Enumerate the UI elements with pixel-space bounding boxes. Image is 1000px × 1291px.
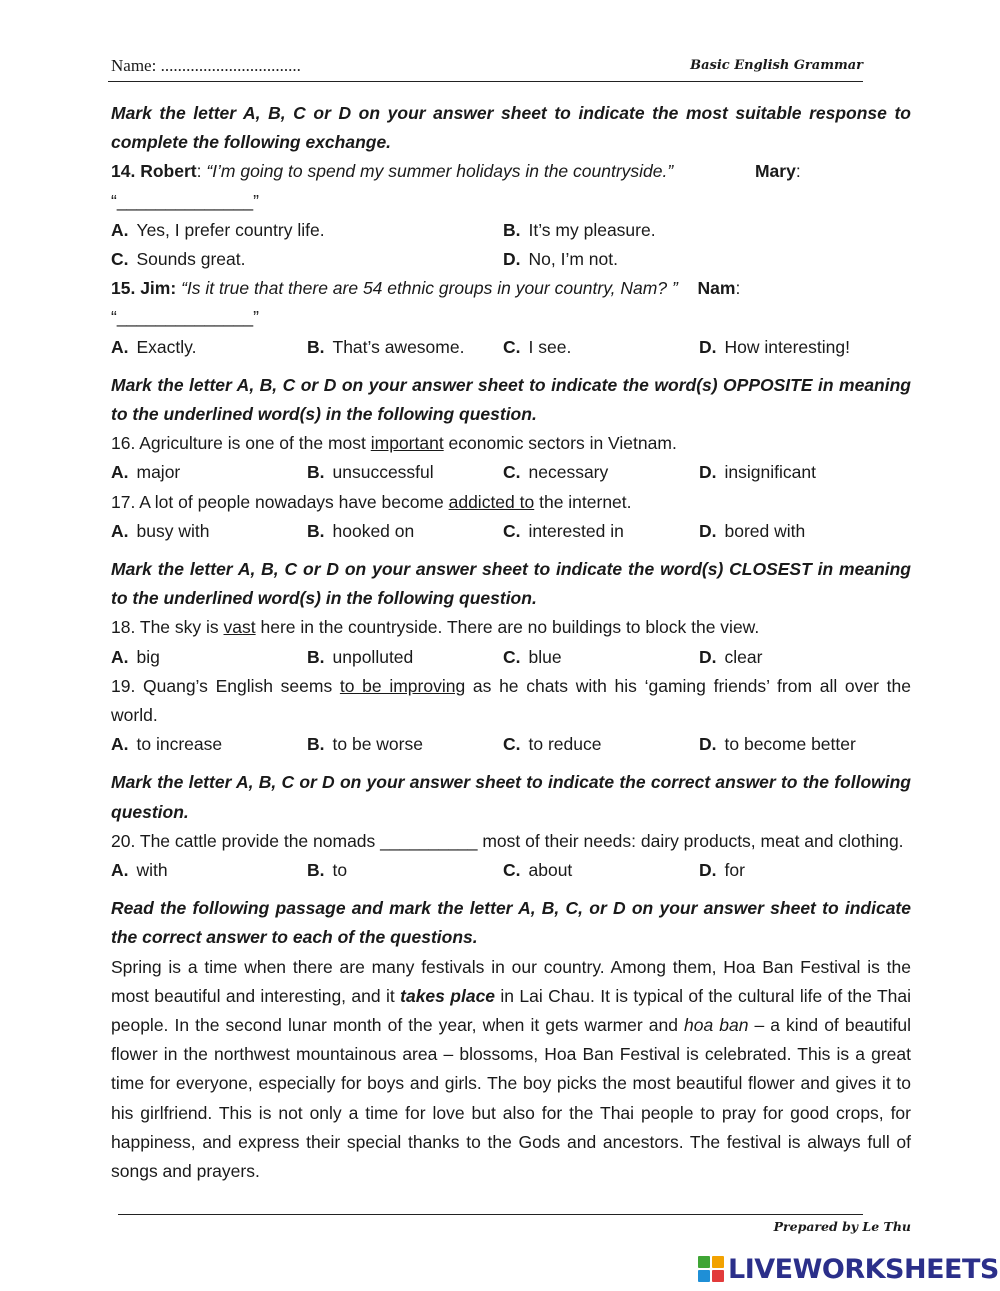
q14-options-row-1 [111, 216, 911, 245]
q14-quote: “I’m going to spend my summer holidays in the countryside.” [206, 161, 674, 182]
q15-speaker-jim: Jim: [140, 278, 177, 299]
q18-option-a[interactable]: A. big [111, 646, 160, 667]
q14-speaker-robert: Robert [140, 161, 197, 182]
q15-speaker-nam: Nam [697, 278, 736, 299]
section-1-instruction: Mark the letter A, B, C or D on your answer sheet to indicate the most suitable response to complete the following exchange. [111, 103, 911, 153]
page-header [111, 54, 863, 80]
q19-option-a[interactable]: A. to increase [111, 734, 223, 755]
section-4-instruction: Mark the letter A, B, C or D on your answer sheet to indicate the correct answer to the following question. [111, 772, 911, 822]
q14-answer-blank[interactable]: “______________” [111, 190, 259, 211]
q15-option-a[interactable]: A. Exactly. [111, 336, 197, 357]
q20-option-d[interactable]: D. for [699, 859, 745, 880]
passage-term-hoa-ban: hoa ban [684, 1014, 749, 1035]
q17-option-b[interactable]: B. hooked on [307, 520, 415, 541]
brand-wordmark: LIVEWORKSHEETS [728, 1253, 999, 1285]
reading-passage: Spring is a time when there are many festivals in our country. Among them, Hoa Ban Festival is the most beautiful and interesting, and it takes place in Lai Chau. It is typical of the cultural life of the Thai people. In the second lunar month of the year, when it gets warmer and hoa ban – a kind of beautiful flower in the northwest mountainous area – blossoms, Hoa Ban Festival is celebrated. This is a great time for everyone, especially for boys and girls. The boy picks the most beautiful flower and gives it to his girlfriend. This is not only a time for love but also for the Thai people to pray for good crops, for happiness, and express their special thanks to the Gods and ancestors. The festival is always full of songs and prayers. [111, 956, 912, 1181]
liveworksheets-brand [698, 1254, 999, 1284]
q14-speaker-mary: Mary [754, 161, 796, 182]
q16-option-d[interactable]: D. insignificant [699, 462, 816, 483]
passage-highlight-takes-place: takes place [400, 985, 496, 1006]
q18-underlined-word: vast [223, 617, 256, 638]
q20-options [111, 856, 911, 885]
q14-option-d[interactable]: D. No, I’m not. [503, 249, 618, 269]
q15-answer-blank[interactable]: “______________” [111, 307, 259, 328]
question-15: 15. Jim: “Is it true that there are 54 ethnic groups in your country, Nam? ” Nam: [111, 278, 741, 299]
q19-options [111, 730, 911, 759]
liveworksheets-logo-icon [698, 1256, 724, 1282]
q17-option-d[interactable]: D. bored with [699, 520, 806, 541]
name-field-label: Name: ................................. [111, 56, 301, 75]
q15-option-d[interactable]: D. How interesting! [699, 336, 850, 357]
q16-option-b[interactable]: B. unsuccessful [307, 462, 434, 483]
q14-option-c[interactable]: C. Sounds great. [111, 249, 246, 269]
question-20: 20. The cattle provide the nomads __________ most of their needs: dairy products, meat and clothing. [111, 830, 904, 851]
q17-option-a[interactable]: A. busy with [111, 520, 210, 541]
q14-options-row-2 [111, 245, 911, 274]
q17-option-c[interactable]: C. interested in [503, 520, 624, 541]
q17-underlined-word: addicted to [448, 491, 535, 512]
question-19: 19. Quang’s English seems to be improving as he chats with his ‘gaming friends’ from all over the world. [111, 675, 911, 725]
q15-options [111, 333, 911, 362]
q18-options [111, 643, 911, 672]
question-16: 16. Agriculture is one of the most important economic sectors in Vietnam. [111, 433, 677, 454]
question-17: 17. A lot of people nowadays have become addicted to the internet. [111, 491, 632, 512]
q16-options [111, 458, 911, 487]
q15-option-b[interactable]: B. That’s awesome. [307, 336, 465, 357]
q20-option-c[interactable]: C. about [503, 859, 573, 880]
q15-number: 15. [111, 278, 136, 299]
q17-options [111, 517, 911, 546]
q14-option-b[interactable]: B. It’s my pleasure. [503, 219, 656, 240]
q19-option-d[interactable]: D. to become better [699, 734, 856, 755]
q20-option-a[interactable]: A. with [111, 859, 168, 880]
q20-option-b[interactable]: B. to [307, 859, 348, 880]
q16-option-a[interactable]: A. major [111, 462, 181, 483]
q18-option-d[interactable]: D. clear [699, 646, 763, 667]
q18-option-c[interactable]: C. blue [503, 646, 562, 667]
prepared-by: Prepared by Le Thu [773, 1219, 911, 1234]
question-14: 14. Robert: “I’m going to spend my summer holidays in the countryside.” Mary: [111, 161, 801, 182]
q19-underlined-word: to be improving [339, 675, 466, 696]
q15-quote: “Is it true that there are 54 ethnic groups in your country, Nam? ” [181, 278, 678, 299]
q16-option-c[interactable]: C. necessary [503, 462, 609, 483]
header-divider [108, 81, 863, 82]
section-2-instruction: Mark the letter A, B, C or D on your answer sheet to indicate the word(s) OPPOSITE in meaning to the underlined word(s) in the following question. [111, 374, 911, 424]
subject-title: Basic English Grammar [690, 58, 863, 73]
q18-option-b[interactable]: B. unpolluted [307, 646, 414, 667]
section-5-instruction: Read the following passage and mark the letter A, B, C, or D on your answer sheet to indicate the correct answer to each of the questions. [111, 898, 911, 948]
footer-divider [118, 1214, 863, 1215]
q19-option-b[interactable]: B. to be worse [307, 734, 423, 755]
q14-number: 14. [111, 161, 136, 182]
question-18: 18. The sky is vast here in the countryside. There are no buildings to block the view. [111, 617, 760, 638]
q16-underlined-word: important [370, 433, 444, 454]
q14-option-a[interactable]: A. Yes, I prefer country life. [111, 219, 325, 240]
q15-option-c[interactable]: C. I see. [503, 336, 572, 357]
section-3-instruction: Mark the letter A, B, C or D on your answer sheet to indicate the word(s) CLOSEST in meaning to the underlined word(s) in the following question. [111, 558, 911, 609]
q19-option-c[interactable]: C. to reduce [503, 734, 602, 755]
worksheet-body [111, 99, 911, 1186]
